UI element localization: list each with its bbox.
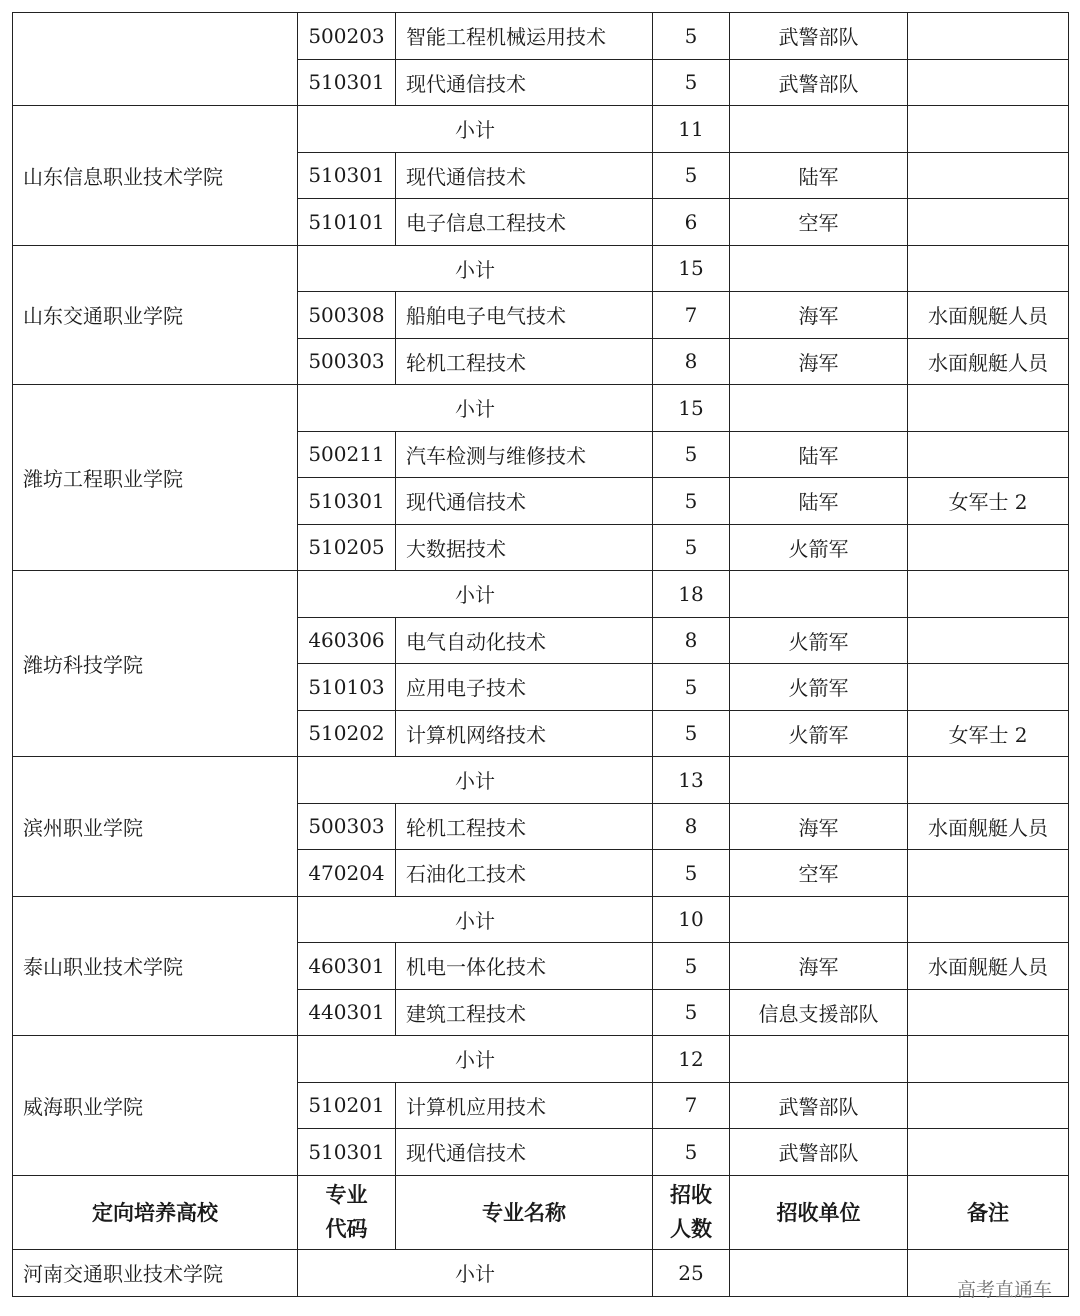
major-name: 建筑工程技术 (396, 989, 653, 1036)
subtotal-row (13, 757, 1069, 804)
table-row (13, 13, 1069, 60)
school-name-cell (13, 13, 298, 106)
remark (908, 199, 1069, 246)
major-name: 现代通信技术 (396, 478, 653, 525)
recruiting-unit: 陆军 (730, 478, 908, 525)
major-code: 510205 (298, 524, 396, 571)
enrollment-count: 5 (653, 13, 730, 60)
header-note: 备注 (908, 1175, 1069, 1249)
subtotal-count: 15 (653, 245, 730, 292)
major-code: 500303 (298, 338, 396, 385)
subtotal-count: 25 (653, 1249, 730, 1296)
recruiting-unit: 火箭军 (730, 664, 908, 711)
remark (908, 431, 1069, 478)
empty-cell (730, 245, 908, 292)
recruiting-unit: 信息支援部队 (730, 989, 908, 1036)
major-code: 510301 (298, 1129, 396, 1176)
school-name-cell: 泰山职业技术学院 (13, 896, 298, 1036)
empty-cell (908, 1036, 1069, 1083)
subtotal-row (13, 245, 1069, 292)
remark (908, 1082, 1069, 1129)
remark (908, 524, 1069, 571)
remark: 水面舰艇人员 (908, 943, 1069, 990)
school-name-cell: 滨州职业学院 (13, 757, 298, 897)
school-name-cell: 潍坊工程职业学院 (13, 385, 298, 571)
empty-cell (908, 757, 1069, 804)
recruiting-unit: 陆军 (730, 152, 908, 199)
major-code: 510301 (298, 152, 396, 199)
major-name: 现代通信技术 (396, 152, 653, 199)
recruitment-table (12, 12, 1069, 1297)
school-name-cell: 山东信息职业技术学院 (13, 106, 298, 246)
major-code: 460306 (298, 617, 396, 664)
enrollment-count: 8 (653, 338, 730, 385)
recruiting-unit: 陆军 (730, 431, 908, 478)
empty-cell (908, 571, 1069, 618)
school-name-cell: 威海职业学院 (13, 1036, 298, 1176)
enrollment-count: 6 (653, 199, 730, 246)
enrollment-count: 5 (653, 664, 730, 711)
subtotal-label: 小计 (298, 106, 653, 153)
major-name: 机电一体化技术 (396, 943, 653, 990)
recruiting-unit: 火箭军 (730, 710, 908, 757)
recruiting-unit: 武警部队 (730, 1082, 908, 1129)
subtotal-row (13, 571, 1069, 618)
recruiting-unit: 海军 (730, 292, 908, 339)
enrollment-count: 5 (653, 850, 730, 897)
remark (908, 850, 1069, 897)
subtotal-label: 小计 (298, 896, 653, 943)
major-name: 轮机工程技术 (396, 338, 653, 385)
enrollment-count: 5 (653, 989, 730, 1036)
header-count-line1: 招收 (670, 1183, 712, 1207)
major-name: 电气自动化技术 (396, 617, 653, 664)
subtotal-label: 小计 (298, 571, 653, 618)
remark: 女军士 2 (908, 478, 1069, 525)
empty-cell (730, 385, 908, 432)
major-code: 500308 (298, 292, 396, 339)
major-name: 智能工程机械运用技术 (396, 13, 653, 60)
subtotal-row (13, 1036, 1069, 1083)
major-name: 大数据技术 (396, 524, 653, 571)
enrollment-count: 5 (653, 59, 730, 106)
enrollment-count: 5 (653, 478, 730, 525)
enrollment-count: 8 (653, 803, 730, 850)
major-code: 460301 (298, 943, 396, 990)
major-code: 470204 (298, 850, 396, 897)
enrollment-count: 5 (653, 943, 730, 990)
header-name: 专业名称 (396, 1175, 653, 1249)
major-code: 510101 (298, 199, 396, 246)
recruiting-unit: 海军 (730, 338, 908, 385)
remark: 水面舰艇人员 (908, 292, 1069, 339)
major-name: 电子信息工程技术 (396, 199, 653, 246)
recruiting-unit: 海军 (730, 803, 908, 850)
subtotal-row (13, 896, 1069, 943)
enrollment-count: 8 (653, 617, 730, 664)
remark: 水面舰艇人员 (908, 338, 1069, 385)
subtotal-row (13, 106, 1069, 153)
enrollment-count: 7 (653, 1082, 730, 1129)
major-code: 510301 (298, 59, 396, 106)
empty-cell (908, 245, 1069, 292)
recruiting-unit: 空军 (730, 850, 908, 897)
recruiting-unit: 海军 (730, 943, 908, 990)
header-school: 定向培养高校 (13, 1175, 298, 1249)
remark (908, 152, 1069, 199)
watermark: 高考直通车 (956, 1279, 1052, 1301)
header-code-line2: 代码 (325, 1217, 368, 1241)
recruiting-unit: 武警部队 (730, 1129, 908, 1176)
empty-cell (908, 385, 1069, 432)
remark: 女军士 2 (908, 710, 1069, 757)
major-code: 510103 (298, 664, 396, 711)
enrollment-count: 5 (653, 431, 730, 478)
major-code: 500203 (298, 13, 396, 60)
empty-cell (730, 571, 908, 618)
subtotal-count: 15 (653, 385, 730, 432)
major-code: 500211 (298, 431, 396, 478)
enrollment-count: 5 (653, 1129, 730, 1176)
subtotal-label: 小计 (298, 1036, 653, 1083)
remark (908, 989, 1069, 1036)
school-name-cell: 潍坊科技学院 (13, 571, 298, 757)
major-code: 510202 (298, 710, 396, 757)
recruiting-unit: 武警部队 (730, 59, 908, 106)
subtotal-row (13, 385, 1069, 432)
major-name: 应用电子技术 (396, 664, 653, 711)
major-name: 船舶电子电气技术 (396, 292, 653, 339)
major-name: 现代通信技术 (396, 59, 653, 106)
subtotal-label: 小计 (298, 757, 653, 804)
subtotal-count: 10 (653, 896, 730, 943)
enrollment-count: 5 (653, 152, 730, 199)
subtotal-count: 18 (653, 571, 730, 618)
empty-cell (908, 896, 1069, 943)
recruiting-unit: 火箭军 (730, 617, 908, 664)
major-code: 440301 (298, 989, 396, 1036)
major-name: 计算机应用技术 (396, 1082, 653, 1129)
remark: 水面舰艇人员 (908, 803, 1069, 850)
recruiting-unit: 火箭军 (730, 524, 908, 571)
major-name: 计算机网络技术 (396, 710, 653, 757)
major-code: 510201 (298, 1082, 396, 1129)
remark (908, 13, 1069, 60)
table-body (13, 13, 1069, 1297)
header-code (298, 1175, 396, 1249)
empty-cell (730, 1036, 908, 1083)
enrollment-count: 5 (653, 710, 730, 757)
subtotal-label: 小计 (298, 245, 653, 292)
header-code-line1: 专业 (325, 1183, 368, 1207)
major-name: 石油化工技术 (396, 850, 653, 897)
empty-cell (730, 1249, 908, 1296)
major-name: 汽车检测与维修技术 (396, 431, 653, 478)
recruiting-unit: 空军 (730, 199, 908, 246)
enrollment-count: 7 (653, 292, 730, 339)
subtotal-count: 13 (653, 757, 730, 804)
school-name-cell: 河南交通职业技术学院 (13, 1249, 298, 1296)
empty-cell (908, 106, 1069, 153)
empty-cell (730, 896, 908, 943)
recruiting-unit: 武警部队 (730, 13, 908, 60)
empty-cell (730, 757, 908, 804)
remark (908, 664, 1069, 711)
subtotal-label: 小计 (298, 1249, 653, 1296)
header-row (13, 1175, 1069, 1249)
major-code: 510301 (298, 478, 396, 525)
remark (908, 1129, 1069, 1176)
subtotal-count: 12 (653, 1036, 730, 1083)
subtotal-count: 11 (653, 106, 730, 153)
major-name: 现代通信技术 (396, 1129, 653, 1176)
enrollment-count: 5 (653, 524, 730, 571)
major-name: 轮机工程技术 (396, 803, 653, 850)
remark (908, 617, 1069, 664)
header-count-line2: 人数 (670, 1217, 712, 1241)
school-name-cell: 山东交通职业学院 (13, 245, 298, 385)
major-code: 500303 (298, 803, 396, 850)
header-count (653, 1175, 730, 1249)
subtotal-row (13, 1249, 1069, 1296)
remark (908, 59, 1069, 106)
subtotal-label: 小计 (298, 385, 653, 432)
empty-cell (730, 106, 908, 153)
header-unit: 招收单位 (730, 1175, 908, 1249)
